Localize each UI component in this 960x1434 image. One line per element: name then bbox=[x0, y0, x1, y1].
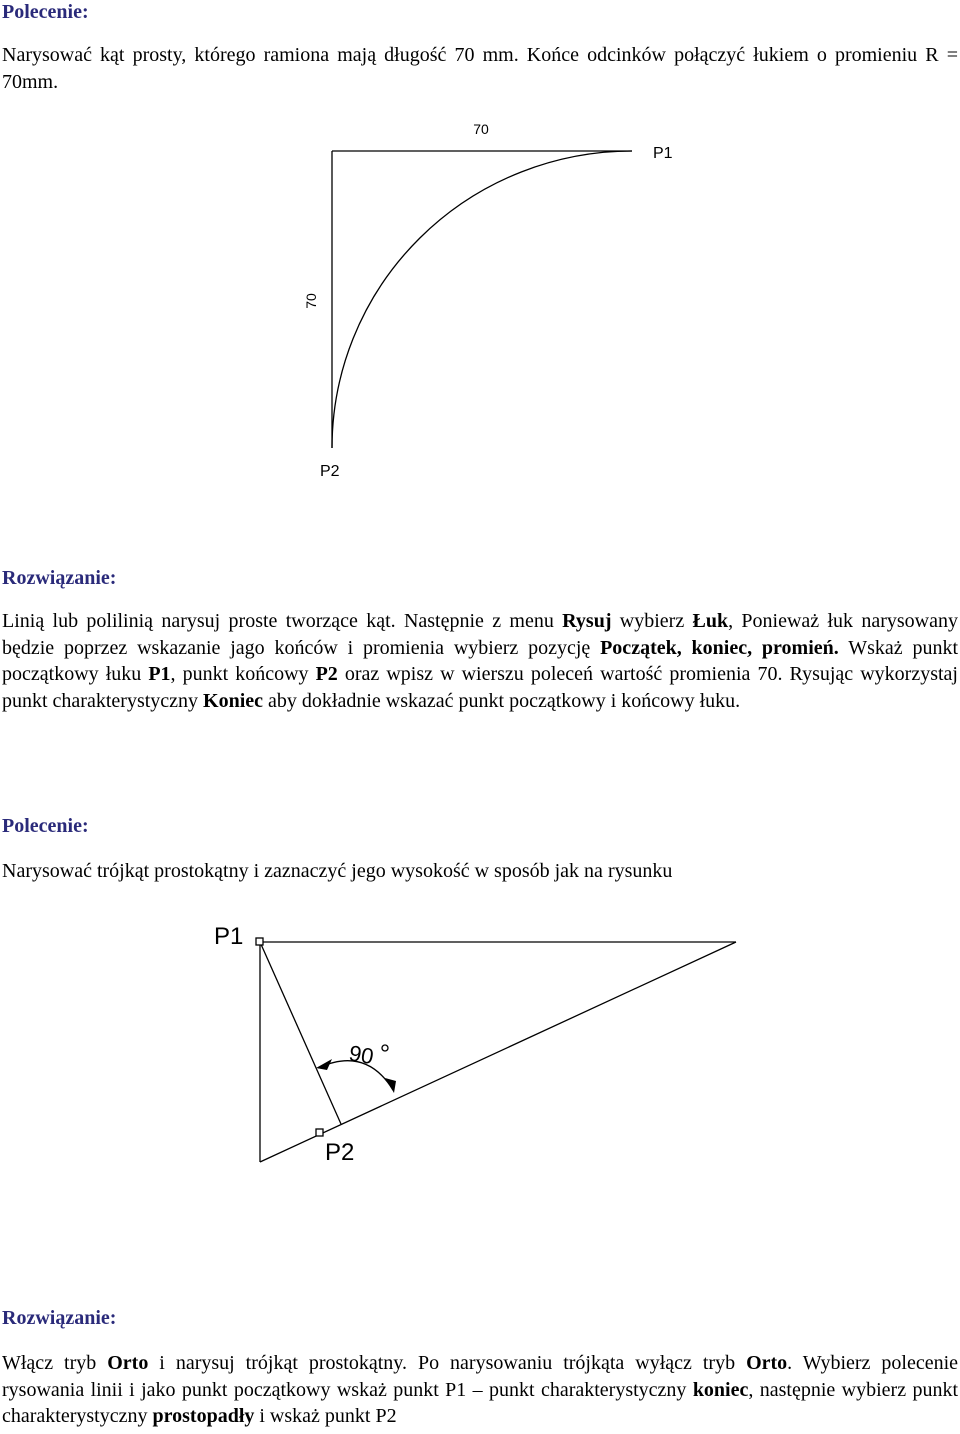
point-label-p2: P2 bbox=[320, 463, 340, 480]
angle-label: 90 bbox=[347, 1040, 376, 1070]
solution-heading-1: Rozwiązanie: bbox=[2, 567, 117, 589]
point-label-p2: P2 bbox=[325, 1139, 355, 1166]
angle-arrow-right bbox=[385, 1078, 396, 1093]
task-heading-2: Polecenie: bbox=[2, 815, 89, 837]
triangle-height bbox=[260, 942, 341, 1124]
angle-arrow-left bbox=[316, 1059, 332, 1070]
solution-heading-2: Rozwiązanie: bbox=[2, 1307, 117, 1329]
point-label-p1: P1 bbox=[653, 145, 673, 162]
point-marker-p2 bbox=[316, 1129, 323, 1136]
degree-symbol bbox=[382, 1045, 388, 1051]
arc-figure bbox=[0, 110, 960, 490]
dimension-side: 70 bbox=[303, 293, 319, 309]
solution-text-1: Linią lub polilinią narysuj proste tworzące kąt. Następnie z menu Rysuj wybierz Łuk, Ponieważ łuk narysowany będzie poprzez wskazanie jago końców i promienia wybierz pozycję Początek, koniec, promień. Wskaż punkt początkowy łuku P1, punkt końcowy P2 oraz wpisz w wierszu poleceń wartość promienia 70. Rysując wykorzystaj punkt charakterystyczny Koniec aby dokładnie wskazać punkt początkowy i końcowy łuku. bbox=[2, 610, 959, 712]
dimension-top: 70 bbox=[473, 121, 489, 137]
point-marker-p1 bbox=[256, 938, 263, 945]
task-heading-1: Polecenie: bbox=[2, 1, 89, 23]
solution-text-2: Włącz tryb Orto i narysuj trójkąt prostokątny. Po narysowaniu trójkąta wyłącz tryb Orto. Wybierz polecenie rysowania linii i jako punkt początkowy wskaż punkt P1 – punkt charakterystyczny koniec, następnie wybierz punkt charakterystyczny prostopadły i wskaż punkt P2 bbox=[2, 1352, 959, 1427]
triangle-hypotenuse bbox=[260, 942, 736, 1162]
triangle-figure bbox=[0, 910, 960, 1170]
task-text-1: Narysować kąt prosty, którego ramiona mają długość 70 mm. Końce odcinków połączyć łukiem o promieniu R = 70mm. bbox=[2, 44, 958, 93]
point-label-p1: P1 bbox=[214, 923, 244, 950]
arc-r70 bbox=[332, 151, 632, 448]
task-text-2: Narysować trójkąt prostokątny i zaznaczyć jego wysokość w sposób jak na rysunku bbox=[2, 860, 673, 882]
